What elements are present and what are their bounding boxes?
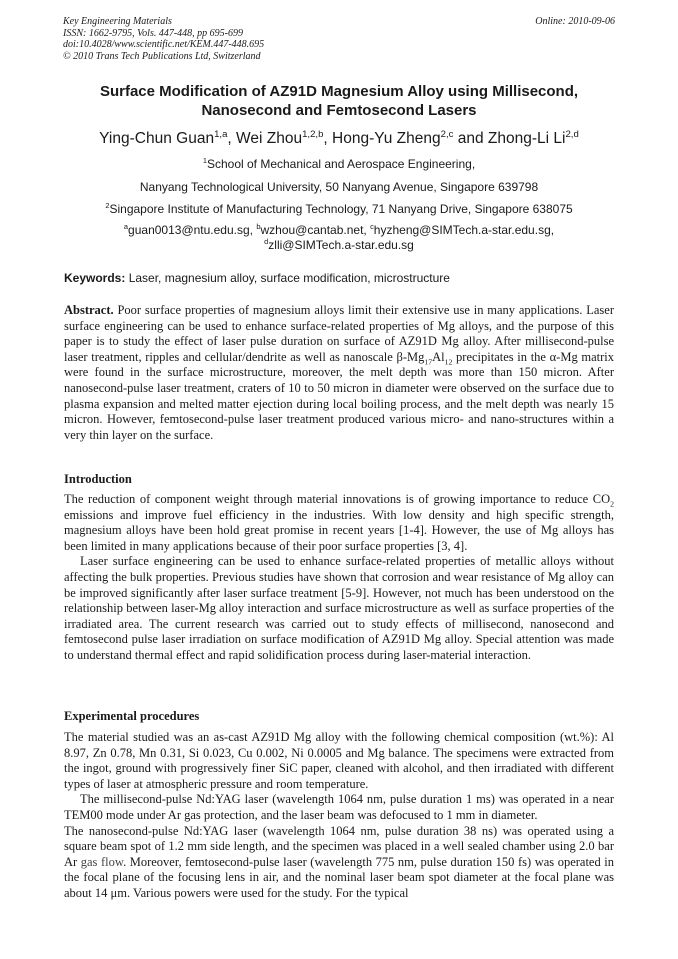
intro-paragraph-2: Laser surface engineering can be used to enhance surface-related properties of metallic alloys without affecting the bulk properties. Previous studies have shown that corrosion and wear resistance of Mg alloy can be improved significantly after laser surface treatment [5-9]. However, not much has been understood on the relationship between laser-Mg alloy interaction and surface microstructure as well as surface properties of the irradiated area. The current research was carried out to study effects of millisecond, nanosecond and femtosecond pulse laser irradiation on surface modification of AZ91D Mg alloy. Special attention was made to understand thermal effect and rapid solidification process during laser-material interaction. [64, 554, 614, 662]
journal-name: Key Engineering Materials [63, 16, 172, 27]
email-line-2 [40, 238, 638, 252]
email-a-sup: a [123, 222, 129, 231]
abstract-sub-1: 17 [424, 357, 433, 367]
abstract-paragraph [64, 303, 614, 443]
introduction-heading: Introduction [64, 472, 132, 486]
abstract-sub-2: 12 [444, 357, 453, 367]
author-3-sup: 2,c [440, 128, 454, 140]
paper-title [40, 82, 638, 120]
experimental-heading: Experimental procedures [64, 709, 200, 723]
email-d-sup: d [264, 237, 269, 246]
email-d[interactable]: zlli@SIMTech.a-star.edu.sg [268, 238, 414, 252]
title-line-2: Nanosecond and Femtosecond Lasers [201, 102, 477, 119]
email-b-sup: b [256, 222, 261, 231]
abstract-block [64, 303, 614, 443]
exp-paragraph-1: The material studied was an as-cast AZ91D Mg alloy with the following chemical composition (wt.%): Al 8.97, Zn 0.78, Mn 0.31, Si 0.023, Cu 0.002, Ni 0.0005 and Mg balance. The specimens were extracted from the ingot, ground with progressively finer SiC paper, cleaned with alcohol, and then irradiated with different types of laser at atmospheric pressure and room temperature. [64, 730, 614, 791]
author-1-sup: 1,a [214, 128, 228, 140]
email-c[interactable]: hyzheng@SIMTech.a-star.edu.sg, [373, 223, 555, 237]
affiliation-1-line-1 [40, 157, 638, 171]
exp-paragraph-3 [64, 824, 614, 902]
email-b[interactable]: wzhou@cantab.net, [260, 223, 371, 237]
affiliation-1-text: School of Mechanical and Aerospace Engineering, [206, 157, 476, 171]
experimental-block [64, 730, 614, 902]
affiliation-2-text: Singapore Institute of Manufacturing Technology, 71 Nanyang Drive, Singapore 638075 [109, 202, 573, 216]
author-2-sup: 1,2,b [302, 128, 324, 140]
author-4: and Zhong-Li Li [453, 130, 566, 147]
exp-paragraph-2: The millisecond-pulse Nd:YAG laser (wavelength 1064 nm, pulse duration 1 ms) was operated in a near TEM00 mode under Ar gas protection, and the laser beam was defocused to 1 mm in diameter. [64, 792, 614, 822]
author-list [40, 130, 638, 148]
title-line-1: Surface Modification of AZ91D Magnesium Alloy using Millisecond, [99, 83, 579, 100]
author-3: , Hong-Yu Zheng [323, 130, 441, 147]
keywords-line [64, 271, 450, 285]
exp-p3-text-a: The nanosecond-pulse Nd:YAG laser (wavelength 1064 nm, pulse duration 38 ns) was operated using a square beam spot of 1.2 mm side length, and the specimen was placed in a well sealed chamber using 2.0 bar Ar [64, 823, 614, 869]
introduction-block [64, 492, 614, 664]
doi-line: doi:10.4028/www.scientific.net/KEM.447-448.695 [63, 39, 265, 50]
journal-header [63, 16, 615, 62]
abstract-text-3: precipitates in the α-Mg matrix were found in the surface microstructure, moreover, the melt depth was more than 150 micron. After nanosecond-pulse laser treatment, craters of 10 to 50 micron in diameter were observed on the surface due to plasma expansion and melted matter ejection during local boiling process, and the melt depth was nearly 15 micron. However, femtosecond-pulse laser treatment produced various micro- and nano-structures within a very thin layer on the surface. [64, 349, 615, 442]
intro-p1-text-b: emissions and improve fuel efficiency in the industries. With low density and high specific strength, magnesium alloys have been hold great promise in recent years [1-4]. However, the use of Mg alloys has been limited in many applications because of their poor surface properties [3, 4]. [64, 507, 614, 553]
exp-p3-text-b: . Moreover, femtosecond-pulse laser (wavelength 775 nm, pulse duration 150 fs) was operated in the focal plane of the focusing lens in air, and the nominal laser beam spot diameter at the focal plane was about 14 μm. Various powers were used for the study. For the typical [64, 854, 614, 900]
author-4-sup: 2,d [565, 128, 579, 140]
issn-line: ISSN: 1662-9795, Vols. 447-448, pp 695-699 [63, 27, 243, 39]
intro-p1-sub: 2 [610, 499, 614, 509]
author-2: , Wei Zhou [227, 130, 303, 147]
email-c-sup: c [370, 222, 374, 231]
copyright-line: © 2010 Trans Tech Publications Ltd, Switzerland [63, 50, 261, 62]
online-date: Online: 2010-09-06 [535, 16, 615, 27]
abstract-text-2: Al [432, 349, 445, 364]
intro-p1-text-a: The reduction of component weight through material innovations is of growing importance to reduce CO [64, 492, 611, 506]
affiliation-2-sup: 2 [105, 201, 110, 210]
email-a[interactable]: guan0013@ntu.edu.sg, [128, 223, 257, 237]
intro-paragraph-1 [64, 492, 614, 554]
abstract-label: Abstract. [64, 303, 114, 317]
abstract-text-1: Poor surface properties of magnesium alloys limit their extensive use in many applications. Laser surface engineering can be used to enhance surface-related properties of Mg alloys, and the purpose of this paper is to study the effect of laser pulse duration on surface of AZ91D Mg alloy. After millisecond-pulse laser treatment, ripples and cellular/dendrite as well as nanoscale β-Mg [64, 303, 614, 364]
keywords-text: Laser, magnesium alloy, surface modification, microstructure [125, 271, 450, 285]
keywords-label: Keywords: [64, 271, 126, 285]
affiliation-1-line-2: Nanyang Technological University, 50 Nanyang Avenue, Singapore 639798 [139, 180, 539, 194]
affiliation-1-sup: 1 [202, 156, 207, 165]
author-1: Ying-Chun Guan [99, 130, 215, 147]
email-line-1 [40, 223, 638, 237]
affiliation-2 [40, 202, 638, 216]
exp-p3-gas-flow: gas flow [80, 854, 124, 869]
